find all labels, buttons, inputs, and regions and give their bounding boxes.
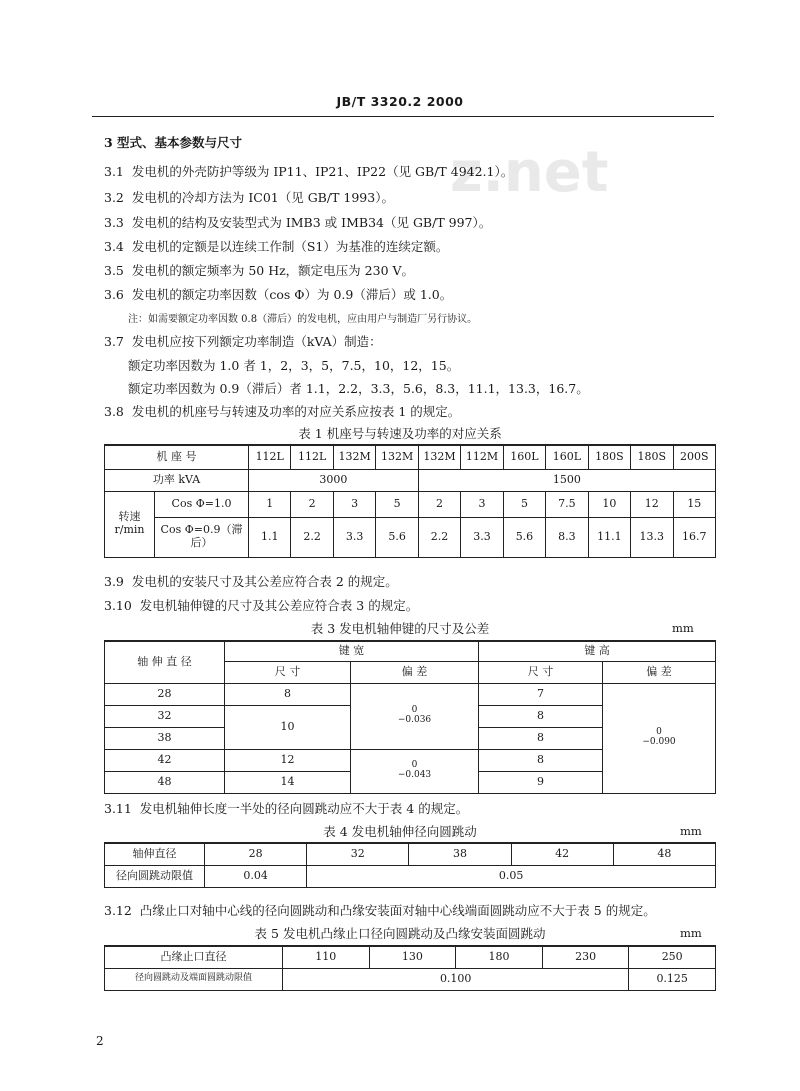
width-deviation — [351, 683, 479, 749]
clause-3-4 — [104, 237, 448, 255]
clause-number: 3.6 — [104, 287, 124, 302]
row-label: 轴伸直径 — [105, 843, 205, 865]
frame-cell: 112L — [249, 445, 291, 469]
table5 — [104, 945, 716, 991]
value-cell: 3.3 — [461, 517, 503, 557]
diameter-cell: 48 — [105, 771, 225, 793]
dev-upper: 0 — [411, 760, 418, 771]
diameter-cell: 42 — [105, 749, 225, 771]
height-size: 8 — [479, 705, 603, 727]
width-size: 8 — [225, 683, 351, 705]
value-cell: 13.3 — [631, 517, 673, 557]
diameter-cell: 32 — [105, 705, 225, 727]
value-cell: 1.1 — [249, 517, 291, 557]
clause-3-8 — [104, 402, 460, 420]
sub-size: 尺 寸 — [225, 661, 351, 683]
row-group-label: 转速 r/min — [105, 491, 155, 557]
pf09-label: Cos Φ=0.9（滞后） — [155, 517, 249, 557]
col-key-width: 键 宽 — [225, 641, 479, 661]
clause-3-11 — [104, 799, 468, 817]
clause-3-10 — [104, 596, 418, 614]
value-cell: 5 — [376, 491, 418, 517]
clause-3-3 — [104, 213, 491, 231]
clause-number: 3.9 — [104, 574, 124, 589]
clause-text: 发电机的冷却方法为 IC01（见 GB/T 1993）。 — [131, 190, 394, 205]
value-cell: 2 — [418, 491, 460, 517]
table3 — [104, 640, 716, 794]
dev-lower: −0.043 — [397, 770, 432, 780]
value-cell: 0.04 — [205, 865, 307, 887]
clause-number: 3.2 — [104, 190, 124, 205]
width-size: 14 — [225, 771, 351, 793]
page-number: 2 — [96, 1034, 104, 1048]
value-cell: 15 — [673, 491, 715, 517]
value-cell: 8.3 — [546, 517, 588, 557]
speed-label: 功率 kVA — [105, 469, 249, 491]
value-cell: 3 — [333, 491, 375, 517]
note: 注：如需要额定功率因数 0.8（滞后）的发电机，应由用户与制造厂另行协议。 — [128, 314, 478, 325]
diameter-cell: 38 — [105, 727, 225, 749]
value-cell: 12 — [631, 491, 673, 517]
clause-number: 3.5 — [104, 263, 124, 278]
dev-lower: −0.090 — [642, 737, 676, 747]
col-key-height: 键 高 — [479, 641, 716, 661]
value-cell: 0.125 — [629, 968, 716, 990]
width-size: 10 — [225, 705, 351, 749]
clause-3-7 — [104, 332, 382, 350]
value-cell: 7.5 — [546, 491, 588, 517]
frame-cell: 112L — [291, 445, 333, 469]
table4 — [104, 842, 716, 888]
height-size: 7 — [479, 683, 603, 705]
clause-text: 发电机的额定功率因数（cos Φ）为 0.9（滞后）或 1.0。 — [131, 287, 453, 302]
clause-3-12 — [104, 901, 656, 919]
dev-upper: 0 — [656, 727, 662, 738]
clause-text: 发电机的外壳防护等级为 IP11、IP21、IP22（见 GB/T 4942.1）。 — [131, 164, 514, 179]
table5-caption: 表 5 发电机凸缘止口径向圆跳动及凸缘安装面圆跳动 — [254, 926, 546, 941]
value-cell: 10 — [588, 491, 630, 517]
diameter-cell: 28 — [105, 683, 225, 705]
value-cell: 3 — [461, 491, 503, 517]
row-label: 径向圆跳动及端面圆跳动限值 — [105, 968, 283, 990]
clause-text: 凸缘止口对轴中心线的径向圆跳动和凸缘安装面对轴中心线端面圆跳动应不大于表 5 的规定。 — [139, 903, 656, 918]
value-cell: 2.2 — [291, 517, 333, 557]
pf-0-9-list: 额定功率因数为 0.9（滞后）者 1.1，2.2，3.3，5.6，8.3，11.1，13.3，16.7。 — [128, 381, 589, 396]
clause-number: 3.8 — [104, 404, 124, 419]
frame-cell: 200S — [673, 445, 715, 469]
diameter-cell: 32 — [307, 843, 409, 865]
sub-size: 尺 寸 — [479, 661, 603, 683]
value-cell: 5 — [503, 491, 545, 517]
frame-cell: 132M — [418, 445, 460, 469]
page-header: JB/T 3320.2 2000 — [336, 94, 464, 109]
frame-cell: 112M — [461, 445, 503, 469]
clause-text: 发电机轴伸长度一半处的径向圆跳动应不大于表 4 的规定。 — [139, 801, 469, 816]
clause-number: 3.7 — [104, 334, 124, 349]
header-rule — [92, 116, 714, 117]
clause-number: 3.10 — [104, 598, 132, 613]
value-cell: 2 — [291, 491, 333, 517]
frame-cell: 180S — [631, 445, 673, 469]
pf1-label: Cos Φ=1.0 — [155, 491, 249, 517]
height-size: 9 — [479, 771, 603, 793]
table1-caption: 表 1 机座号与转速及功率的对应关系 — [298, 426, 502, 441]
diameter-cell: 130 — [369, 946, 456, 968]
pf-1-0-list: 额定功率因数为 1.0 者 1，2，3，5，7.5，10，12，15。 — [128, 358, 460, 373]
table3-unit: mm — [672, 621, 694, 635]
watermark: z.net — [450, 140, 609, 205]
diameter-cell: 42 — [511, 843, 613, 865]
clause-3-5 — [104, 261, 414, 279]
diameter-cell: 230 — [542, 946, 629, 968]
clause-number: 3.3 — [104, 215, 124, 230]
clause-3-9 — [104, 572, 398, 590]
col-diameter: 轴 伸 直 径 — [105, 641, 225, 683]
height-size: 8 — [479, 727, 603, 749]
clause-text: 发电机的结构及安装型式为 IMB3 或 IMB34（见 GB/T 997）。 — [131, 215, 492, 230]
clause-text: 发电机轴伸键的尺寸及其公差应符合表 3 的规定。 — [139, 598, 419, 613]
clause-number: 3.12 — [104, 903, 132, 918]
value-cell: 1 — [249, 491, 291, 517]
row-label: 凸缘止口直径 — [105, 946, 283, 968]
diameter-cell: 48 — [613, 843, 715, 865]
dev-lower: −0.036 — [397, 715, 432, 725]
speed-cell: 3000 — [249, 469, 419, 491]
frame-cell: 180S — [588, 445, 630, 469]
table4-caption: 表 4 发电机轴伸径向圆跳动 — [323, 824, 477, 839]
row-label: 径向圆跳动限值 — [105, 865, 205, 887]
value-cell: 5.6 — [503, 517, 545, 557]
value-cell: 0.05 — [307, 865, 716, 887]
clause-text: 发电机的机座号与转速及功率的对应关系应按表 1 的规定。 — [131, 404, 461, 419]
value-cell: 2.2 — [418, 517, 460, 557]
value-cell: 16.7 — [673, 517, 715, 557]
diameter-cell: 28 — [205, 843, 307, 865]
speed-cell: 1500 — [418, 469, 715, 491]
value-cell: 11.1 — [588, 517, 630, 557]
height-size: 8 — [479, 749, 603, 771]
frame-cell: 132M — [376, 445, 418, 469]
clause-3-2 — [104, 188, 394, 206]
clause-number: 3.1 — [104, 164, 124, 179]
clause-text: 发电机的额定频率为 50 Hz，额定电压为 230 V。 — [131, 263, 415, 278]
clause-3-1 — [104, 162, 513, 180]
diameter-cell: 250 — [629, 946, 716, 968]
table4-unit: mm — [680, 824, 702, 838]
width-deviation — [351, 749, 479, 793]
width-size: 12 — [225, 749, 351, 771]
value-cell: 5.6 — [376, 517, 418, 557]
table5-unit: mm — [680, 926, 702, 940]
clause-number: 3.4 — [104, 239, 124, 254]
sub-deviation: 偏 差 — [351, 661, 479, 683]
section-heading: 3 型式、基本参数与尺寸 — [104, 135, 243, 150]
clause-3-6 — [104, 285, 452, 303]
diameter-cell: 38 — [409, 843, 511, 865]
clause-text: 发电机的安装尺寸及其公差应符合表 2 的规定。 — [131, 574, 398, 589]
clause-number: 3.11 — [104, 801, 132, 816]
frame-cell: 160L — [503, 445, 545, 469]
frame-label: 机 座 号 — [105, 445, 249, 469]
sub-deviation: 偏 差 — [603, 661, 716, 683]
table3-caption: 表 3 发电机轴伸键的尺寸及公差 — [310, 621, 490, 636]
frame-cell: 132M — [333, 445, 375, 469]
diameter-cell: 110 — [283, 946, 370, 968]
dev-upper: 0 — [411, 705, 418, 716]
clause-text: 发电机的定额是以连续工作制（S1）为基准的连续定额。 — [131, 239, 449, 254]
diameter-cell: 180 — [456, 946, 543, 968]
height-deviation — [603, 683, 716, 793]
frame-cell: 160L — [546, 445, 588, 469]
clause-text: 发电机应按下列额定功率制造（kVA）制造： — [131, 334, 382, 349]
value-cell: 3.3 — [333, 517, 375, 557]
value-cell: 0.100 — [283, 968, 629, 990]
table1 — [104, 444, 716, 558]
